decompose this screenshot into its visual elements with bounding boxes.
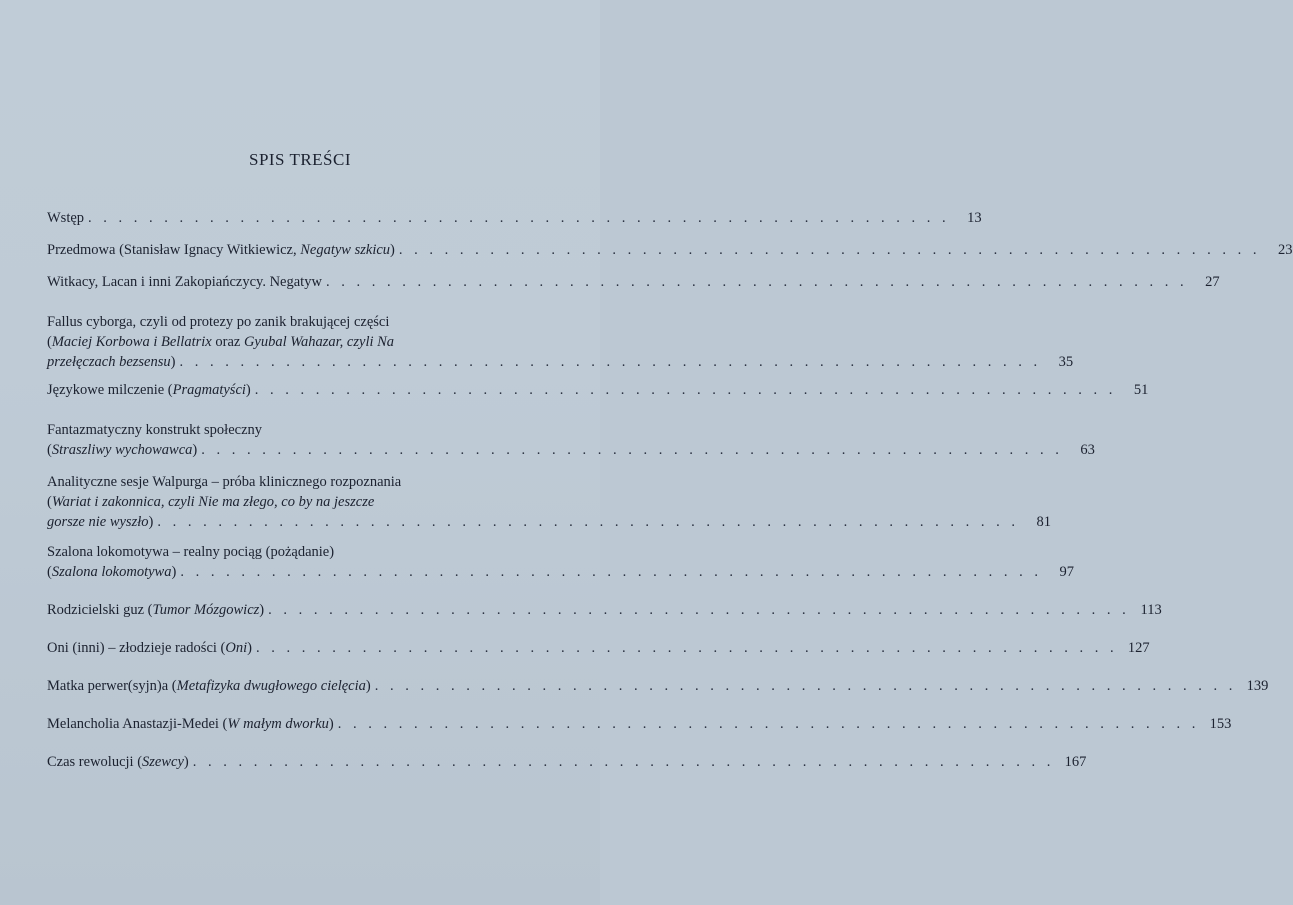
title-text: Czas rewolucji ( [47,754,143,770]
toc-entry-title [47,380,251,400]
title-text: Wstęp [47,210,85,226]
toc-entry [47,542,1074,582]
toc-line [47,380,1149,400]
toc-entry [47,380,1149,400]
work-title: W małym dworku [227,716,329,732]
page-number: 139 [1246,678,1269,694]
title-text: oraz [211,334,244,350]
work-title: Metafizyka dwugłowego cielęcia [176,678,366,694]
page-number: 167 [1064,754,1087,770]
work-title: Wariat i zakonnica, czyli Nie ma złego, co by na jeszcze [51,494,375,510]
page-number: 153 [1209,716,1232,732]
title-text: Rodzicielski guz ( [47,602,153,618]
toc-entry-title [47,600,264,620]
toc-entry-title [47,440,197,460]
title-text: ) [365,678,371,694]
dot-leader: . . . . . . . . . . . . . . . . . . . . . . . . . . . . . . . . . . . . . . . . . . . . . . . . . . . . . . . . . [255,640,1118,656]
toc-line [47,512,1051,532]
toc-line [47,542,503,562]
title-text: ) [328,716,334,732]
work-title: Szalona lokomotywa [51,564,172,580]
toc-line [47,208,982,228]
title-text: ( [47,564,52,580]
dot-leader: . . . . . . . . . . . . . . . . . . . . . . . . . . . . . . . . . . . . . . . . . . . . . . . . . . . . . . . . . [374,678,1237,694]
toc-entry-title [47,492,374,512]
toc-entry-title [47,638,252,658]
page-number: 13 [967,210,982,226]
work-title: Gyubal Wahazar, czyli Na [243,334,395,350]
title-text: ) [148,514,154,530]
title-text: ) [247,640,252,656]
toc-entry-title [47,542,334,562]
dot-leader: . . . . . . . . . . . . . . . . . . . . . . . . . . . . . . . . . . . . . . . . . . . . . . . . . . . . . . . . . [254,382,1117,398]
toc-line [47,752,1087,772]
toc-entry-title [47,240,395,260]
dot-leader: . . . . . . . . . . . . . . . . . . . . . . . . . . . . . . . . . . . . . . . . . . . . . . . . . . . . . . . . . [325,274,1188,290]
toc-entry-title [47,714,334,734]
title-text: ) [170,354,176,370]
toc-entry-title [47,420,262,440]
toc-line [47,440,1095,460]
toc-entry-title [47,208,84,228]
toc-line [47,600,1162,620]
toc-line [47,714,1232,734]
dot-leader: . . . . . . . . . . . . . . . . . . . . . . . . . . . . . . . . . . . . . . . . . . . . . . . . . . . . . . . . . [192,754,1055,770]
page-title: SPIS TREŚCI [248,150,352,169]
toc-entry-title [47,562,176,582]
title-text: Fantazmatyczny konstrukt społeczny [47,422,263,438]
toc-entry-title [47,752,189,772]
page-number: 81 [1036,514,1051,530]
page-number: 63 [1080,442,1095,458]
dot-leader: . . . . . . . . . . . . . . . . . . . . . . . . . . . . . . . . . . . . . . . . . . . . . . . . . . . . . . . . . [398,242,1261,258]
toc-entry [47,600,1162,620]
toc-entry-title [47,312,389,332]
page-number: 51 [1133,382,1149,398]
toc-line [47,562,1074,582]
toc-entry-title [47,472,401,492]
toc-line [47,312,503,332]
work-title: Maciej Korbowa i Bellatrix [51,334,212,350]
title-text: ) [192,442,198,458]
toc-line [47,352,1074,372]
dot-leader: . . . . . . . . . . . . . . . . . . . . . . . . . . . . . . . . . . . . . . . . . . . . . . . . . . . . . . . . . [179,354,1042,370]
title-text: ( [47,442,52,458]
toc-entry [47,638,1150,658]
title-text: Oni (inni) – złodzieje radości ( [47,640,226,656]
title-text: ) [245,382,251,398]
work-title: Pragmatyści [172,382,246,398]
title-text: ) [259,602,265,618]
dot-leader: . . . . . . . . . . . . . . . . . . . . . . . . . . . . . . . . . . . . . . . . . . . . . . . . . . . . . . . . . [201,442,1063,458]
toc-entry [47,714,1232,734]
title-text: Melancholia Anastazji-Medei ( [47,716,228,732]
toc-line [47,492,503,512]
toc-entry-title [47,512,153,532]
dot-leader: . . . . . . . . . . . . . . . . . . . . . . . . . . . . . . . . . . . . . . . . . . . . . . . . . . . . . . . . . [337,716,1200,732]
toc-entry-title [47,676,371,696]
toc-entry-title [47,272,322,292]
title-text: ( [47,494,52,510]
dot-leader: . . . . . . . . . . . . . . . . . . . . . . . . . . . . . . . . . . . . . . . . . . . . . . . . . . . . . . . . . [88,210,950,226]
toc-entry [47,312,1074,372]
work-title: Oni [225,640,248,656]
title-text: Analityczne sesje Walpurga – próba klinicznego rozpoznania [47,474,402,490]
toc-line [47,420,503,440]
toc-line [47,472,503,492]
title-text: Szalona lokomotywa – realny pociąg (pożądanie) [47,544,335,560]
title-text: ( [47,334,52,350]
page-number: 35 [1058,354,1074,370]
page-number: 27 [1205,274,1220,290]
work-title: Straszliwy wychowawca [51,442,193,458]
toc-line [47,332,503,352]
toc-entry [47,240,1293,260]
toc-entry-title [47,352,175,372]
page-number: 23 [1278,242,1293,258]
title-text: Przedmowa (Stanisław Ignacy Witkiewicz, [47,242,301,258]
title-text: ) [390,242,395,258]
work-title: Tumor Mózgowicz [152,602,260,618]
work-title: Szewcy [142,754,184,770]
work-title: przełęczach bezsensu [47,354,171,370]
title-text: Matka perwer(syjn)a ( [47,678,177,694]
page-number: 97 [1059,564,1074,580]
title-text: ) [183,754,189,770]
toc-line [47,240,1293,260]
work-title: Negatyw szkicu [300,242,391,258]
title-text: ) [171,564,177,580]
toc-entry [47,420,1095,460]
title-text: Witkacy, Lacan i inni Zakopiańczycy. Negatyw [47,274,322,290]
toc-entry [47,752,1087,772]
toc-entry [47,208,982,228]
toc-line [47,676,1269,696]
dot-leader: . . . . . . . . . . . . . . . . . . . . . . . . . . . . . . . . . . . . . . . . . . . . . . . . . . . . . . . . . [157,514,1019,530]
toc-entry [47,472,1051,532]
title-text: Językowe milczenie ( [47,382,173,398]
title-text: Fallus cyborga, czyli od protezy po zanik brakującej części [47,314,390,330]
dot-leader: . . . . . . . . . . . . . . . . . . . . . . . . . . . . . . . . . . . . . . . . . . . . . . . . . . . . . . . . . [268,602,1130,618]
toc-line [47,272,1220,292]
page-number: 113 [1140,602,1162,618]
toc-entry-title [47,332,394,352]
toc-line [47,638,1150,658]
page-number: 127 [1127,640,1150,656]
toc-entry [47,272,1220,292]
toc-entry [47,676,1269,696]
dot-leader: . . . . . . . . . . . . . . . . . . . . . . . . . . . . . . . . . . . . . . . . . . . . . . . . . . . . . . . . . [180,564,1042,580]
work-title: gorsze nie wyszło [47,514,149,530]
